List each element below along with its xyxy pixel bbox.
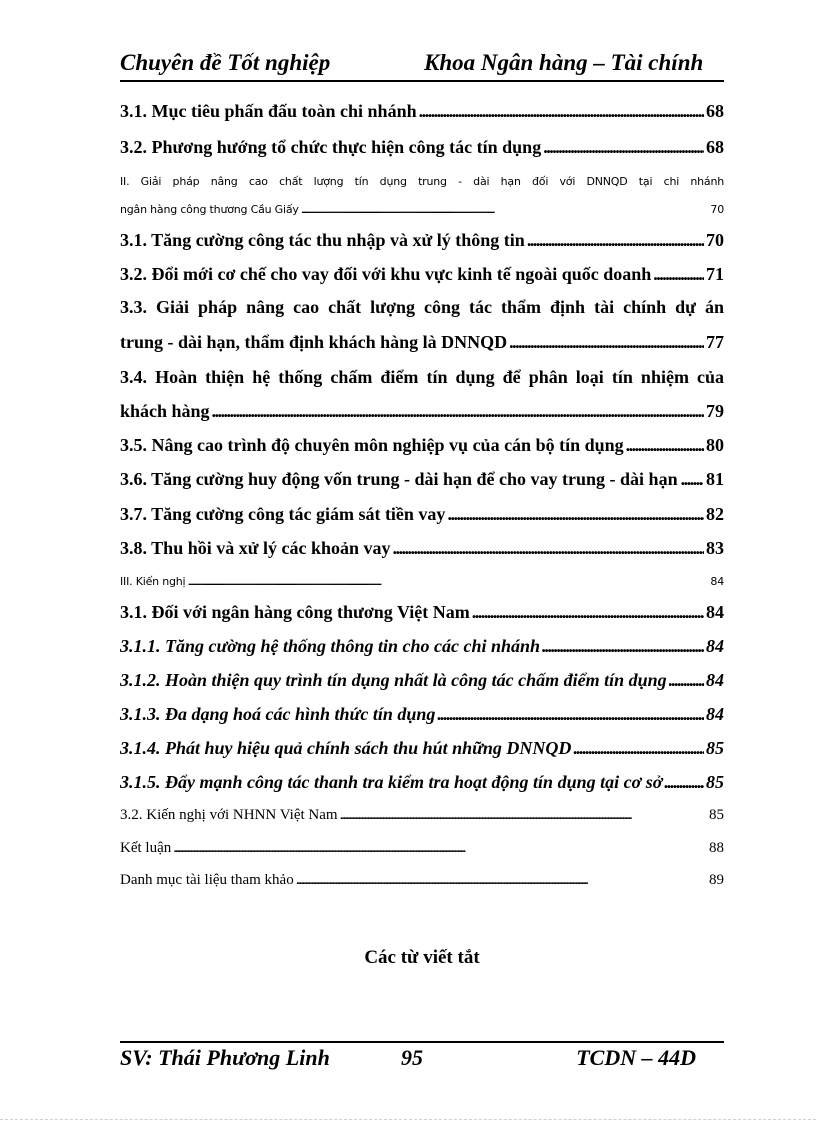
toc-leader — [543, 137, 704, 158]
abbreviations-heading: Các từ viết tắt — [364, 947, 480, 968]
toc-entry-page: 80 — [706, 435, 724, 455]
toc-entry-title: 3.1. Tăng cường công tác thu nhập và xử lý thông tin — [120, 230, 525, 250]
toc-leader — [681, 469, 703, 490]
toc-entry-title: 3.1.2. Hoàn thiện quy trình tín dụng nhất là công tác chấm điểm tín dụng — [120, 670, 667, 690]
toc-entry-title-line: 3.4. Hoàn thiện hệ thống chấm điểm tín dụng để phân loại tín nhiệm của — [120, 367, 724, 387]
toc-entry-title-line: 3.3. Giải pháp nâng cao chất lượng công tác thẩm định tài chính dự án — [120, 297, 724, 317]
toc-leader — [664, 772, 704, 793]
toc-entry-title: 3.7. Tăng cường công tác giám sát tiền vay — [120, 504, 446, 524]
page-header — [120, 50, 724, 78]
toc-entry-page: 81 — [706, 469, 724, 489]
toc-leader — [393, 538, 704, 559]
toc-entry — [120, 840, 724, 857]
toc-leader — [301, 203, 709, 216]
toc-entry — [120, 175, 724, 188]
toc-entry — [120, 807, 724, 824]
toc-entry-title: 3.1.4. Phát huy hiệu quả chính sách thu hút những DNNQD — [120, 738, 572, 758]
toc-entry — [120, 872, 724, 889]
header-faculty: Khoa Ngân hàng – Tài chính — [424, 50, 704, 75]
toc-entry-title: III. Kiến nghị — [120, 575, 186, 588]
toc-entry — [120, 101, 724, 122]
toc-leader — [173, 840, 691, 857]
header-divider — [120, 80, 724, 82]
page-edge-divider — [0, 1119, 816, 1120]
toc-leader — [419, 101, 704, 122]
toc-entry-title: 3.1.1. Tăng cường hệ thống thông tin cho các chi nhánh — [120, 636, 541, 656]
toc-entry — [120, 504, 724, 525]
toc-entry — [120, 332, 724, 353]
toc-leader — [472, 602, 704, 623]
toc-entry-title: 3.2. Phương hướng tổ chức thực hiện công tác tín dụng — [120, 137, 542, 157]
toc-entry — [120, 137, 724, 158]
toc-entry-page: 84 — [706, 704, 724, 724]
toc-entry-title: 3.1. Đối với ngân hàng công thương Việt Nam — [120, 602, 470, 622]
toc-leader — [340, 807, 691, 824]
toc-leader — [296, 872, 691, 889]
toc-entry — [120, 367, 724, 388]
toc-entry-page: 71 — [706, 264, 724, 284]
page-footer — [120, 1045, 724, 1073]
toc-entry — [120, 230, 724, 251]
toc-entry — [120, 538, 724, 559]
toc-entry-page: 89 — [709, 872, 724, 888]
toc-entry-title: 3.1.3. Đa dạng hoá các hình thức tín dụng — [120, 704, 436, 724]
toc-entry — [120, 264, 724, 285]
toc-entry-page: 85 — [706, 772, 724, 792]
toc-entry — [120, 704, 724, 725]
toc-leader — [626, 435, 704, 456]
toc-leader — [669, 670, 704, 691]
toc-entry-title-line: II. Giải pháp nâng cao chất lượng tín dụng trung - dài hạn đối với DNNQD tại chi nhánh — [120, 175, 724, 188]
toc-entry — [120, 435, 724, 456]
toc-leader — [527, 230, 704, 251]
toc-leader — [653, 264, 704, 285]
toc-leader — [187, 575, 708, 588]
toc-entry-page: 79 — [706, 401, 724, 421]
toc-entry-title: 3.1.5. Đẩy mạnh công tác thanh tra kiểm tra hoạt động tín dụng tại cơ sở — [120, 772, 663, 792]
footer-page-number: 95 — [401, 1045, 423, 1070]
toc-entry — [120, 203, 724, 216]
toc-entry-title: 3.5. Nâng cao trình độ chuyên môn nghiệp vụ của cán bộ tín dụng — [120, 435, 624, 455]
toc-entry-title: ngân hàng công thương Cầu Giấy — [120, 203, 299, 216]
toc-leader — [573, 738, 704, 759]
toc-entry-page: 82 — [706, 504, 724, 524]
header-document-type: Chuyên đề Tốt nghiệp — [120, 50, 331, 75]
toc-entry-page: 68 — [706, 101, 724, 121]
toc-entry-title: 3.2. Kiến nghị với NHNN Việt Nam — [120, 807, 338, 823]
toc-entry — [120, 469, 724, 490]
footer-class-code: TCDN – 44D — [576, 1045, 696, 1070]
toc-entry-page: 68 — [706, 137, 724, 157]
toc-entry-page: 70 — [706, 230, 724, 250]
toc-entry-page: 84 — [710, 575, 724, 588]
toc-entry-page: 77 — [706, 332, 724, 352]
toc-entry-title: Kết luận — [120, 840, 172, 856]
toc-entry-title: trung - dài hạn, thẩm định khách hàng là DNNQD — [120, 332, 508, 352]
toc-entry — [120, 575, 724, 588]
toc-entry-title: khách hàng — [120, 401, 210, 421]
toc-entry — [120, 401, 724, 422]
toc-entry — [120, 602, 724, 623]
toc-entry — [120, 636, 724, 657]
toc-entry — [120, 738, 724, 759]
toc-entry-page: 84 — [706, 602, 724, 622]
toc-entry-page: 88 — [709, 840, 724, 856]
toc-entry-page: 85 — [709, 807, 724, 823]
toc-leader — [212, 401, 704, 422]
toc-entry-page: 85 — [706, 738, 724, 758]
toc-entry-title: 3.1. Mục tiêu phấn đấu toàn chi nhánh — [120, 101, 417, 121]
toc-entry-title: 3.2. Đổi mới cơ chế cho vay đối với khu vực kinh tế ngoài quốc doanh — [120, 264, 652, 284]
toc-leader — [509, 332, 704, 353]
toc-entry-page: 84 — [706, 670, 724, 690]
toc-entry — [120, 297, 724, 318]
toc-entry-title: 3.8. Thu hồi và xử lý các khoản vay — [120, 538, 391, 558]
toc-leader — [447, 504, 704, 525]
toc-entry-page: 70 — [710, 203, 724, 216]
toc-entry — [120, 670, 724, 691]
toc-leader — [437, 704, 704, 725]
footer-author: SV: Thái Phương Linh — [120, 1045, 330, 1070]
toc-leader — [542, 636, 704, 657]
toc-entry-title: 3.6. Tăng cường huy động vốn trung - dài hạn để cho vay trung - dài hạn — [120, 469, 678, 489]
footer-divider — [120, 1041, 724, 1043]
toc-entry-page: 84 — [706, 636, 724, 656]
toc-entry-page: 83 — [706, 538, 724, 558]
toc-entry-title: Danh mục tài liệu tham khảo — [120, 872, 294, 888]
toc-entry — [120, 772, 724, 793]
